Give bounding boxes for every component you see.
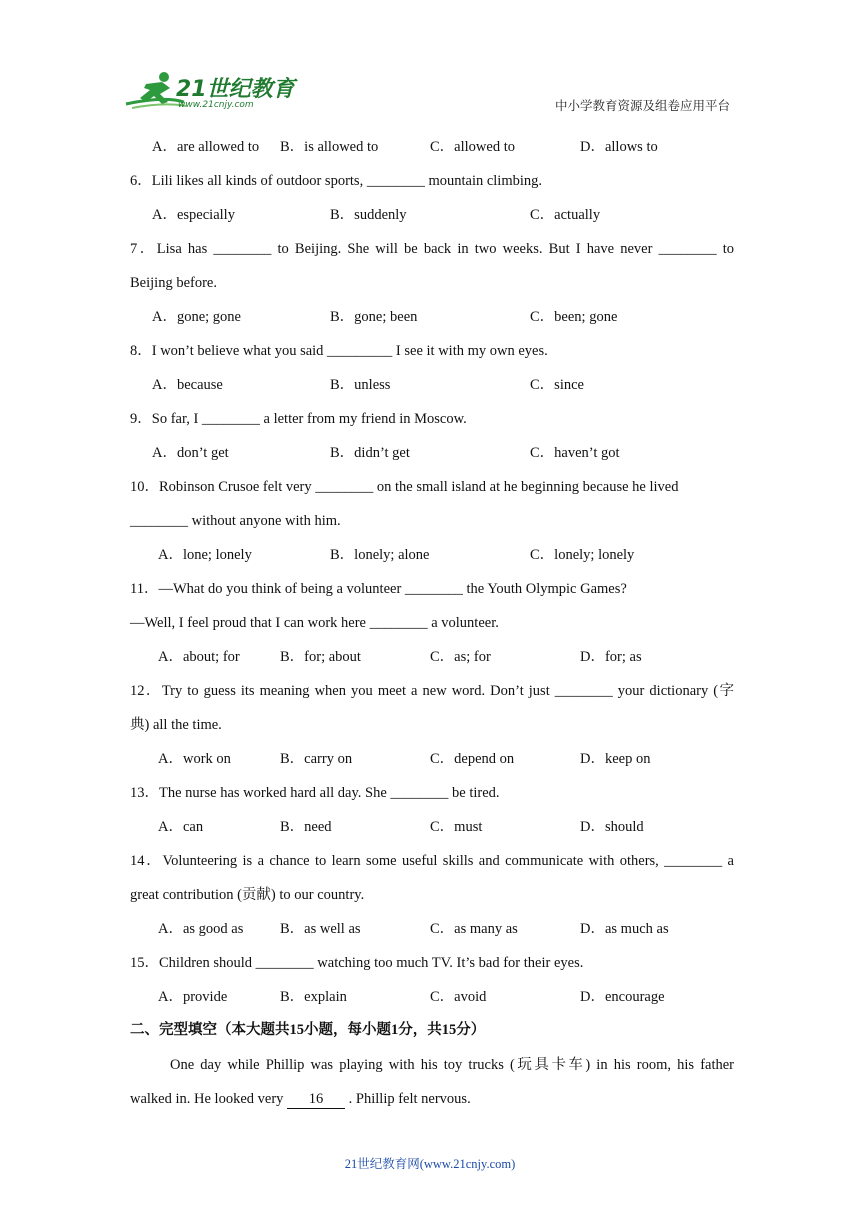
q9-stem: 9．So far, I ________ a letter from my friend in Moscow. (130, 411, 467, 427)
q7-option-a: A．gone; gone (152, 309, 241, 325)
q10-option-b: B．lonely; alone (330, 547, 430, 563)
q13-option-a: A．can (158, 819, 204, 835)
q6-options (130, 202, 734, 236)
q15-option-d: D．encourage (580, 989, 665, 1005)
q14-option-c: C．as many as (430, 921, 518, 937)
q6-option-b: B．suddenly (330, 207, 407, 223)
q5-option-a: A．are allowed to (152, 139, 260, 155)
q11-stem-line1: 11．—What do you think of being a volunteer ________ the Youth Olympic Games? (130, 581, 627, 597)
q11-option-a: A．about; for (158, 649, 240, 665)
cloze-text-before-blank: walked in. He looked very (130, 1091, 288, 1107)
header-divider (130, 120, 730, 121)
q13-option-d: D．should (580, 819, 644, 835)
q11-option-d: D．for; as (580, 649, 642, 665)
q15-stem: 15．Children should ________ watching too much TV. It’s bad for their eyes. (130, 955, 584, 971)
q13-option-c: C．must (430, 819, 483, 835)
q12-option-c: C．depend on (430, 751, 515, 767)
q7-option-c: C．been; gone (530, 309, 618, 325)
section-title-cloze: 二、完型填空（本大题共15小题，每小题1分，共15分） (130, 1022, 486, 1038)
q8-option-c: C．since (530, 377, 584, 393)
q13-options (130, 814, 734, 848)
q11-option-b: B．for; about (280, 649, 361, 665)
q10-stem-line2: ________ without anyone with him. (130, 513, 341, 529)
q9-option-b: B．didn’t get (330, 445, 410, 461)
q11-option-c: C．as; for (430, 649, 491, 665)
cloze-paragraph-line1: One day while Phillip was playing with his toy trucks (玩具卡车) in his room, his father (170, 1057, 734, 1073)
logo-text: 21世纪教育 (176, 77, 295, 102)
q7-option-b: B．gone; been (330, 309, 418, 325)
q7-stem-line1: 7．Lisa has ________ to Beijing. She will be back in two weeks. But I have never ________ to (130, 241, 734, 257)
q7-stem-line2: Beijing before. (130, 275, 217, 291)
q8-stem: 8．I won’t believe what you said _________ I see it with my own eyes. (130, 343, 548, 359)
q5-option-d: D．allows to (580, 139, 658, 155)
q12-option-a: A．work on (158, 751, 231, 767)
q13-stem: 13．The nurse has worked hard all day. She ________ be tired. (130, 785, 500, 801)
q11-stem-line2: —Well, I feel proud that I can work here ________ a volunteer. (130, 615, 499, 631)
q14-stem-line2: great contribution (贡献) to our country. (130, 887, 365, 903)
q8-option-b: B．unless (330, 377, 391, 393)
q8-option-a: A．because (152, 377, 223, 393)
q15-option-b: B．explain (280, 989, 347, 1005)
q14-option-d: D．as much as (580, 921, 669, 937)
q15-options (130, 984, 734, 1018)
q14-option-a: A．as good as (158, 921, 244, 937)
q5-option-b: B．is allowed to (280, 139, 379, 155)
q8-options (130, 372, 734, 406)
q9-option-c: C．haven’t got (530, 445, 620, 461)
q12-options (130, 746, 734, 780)
q14-option-b: B．as well as (280, 921, 361, 937)
q5-options (130, 134, 734, 168)
header-platform-text: 中小学教育资源及组卷应用平台 (554, 99, 730, 113)
q6-stem: 6．Lili likes all kinds of outdoor sports, ________ mountain climbing. (130, 173, 543, 189)
logo-url: www.21cnjy.com (178, 100, 254, 110)
q10-stem-line1: 10．Robinson Crusoe felt very ________ on the small island at he beginning because he lived (130, 479, 679, 495)
q10-option-a: A．lone; lonely (158, 547, 252, 563)
q12-stem-line1: 12．Try to guess its meaning when you meet a new word. Don’t just ________ your dictionary (字 (130, 683, 734, 699)
footer-source: 21世纪教育网(www.21cnjy.com) (344, 1157, 516, 1171)
q12-option-b: B．carry on (280, 751, 353, 767)
q14-stem-line1: 14．Volunteering is a chance to learn some useful skills and communicate with others, ________ a (130, 853, 734, 869)
document-body (130, 134, 734, 1120)
q13-option-b: B．need (280, 819, 332, 835)
q6-option-a: A．especially (152, 207, 235, 223)
q9-option-a: A．don’t get (152, 445, 229, 461)
cloze-blank-16: 16 (287, 1090, 345, 1109)
q10-option-c: C．lonely; lonely (530, 547, 635, 563)
q12-option-d: D．keep on (580, 751, 651, 767)
q5-option-c: C．allowed to (430, 139, 515, 155)
cloze-paragraph-line2 (130, 1086, 734, 1120)
q15-option-c: C．avoid (430, 989, 487, 1005)
q9-options (130, 440, 734, 474)
site-logo (124, 68, 294, 114)
q11-options (130, 644, 734, 678)
q7-options (130, 304, 734, 338)
q12-stem-line2: 典) all the time. (130, 717, 222, 733)
q14-options (130, 916, 734, 950)
q6-option-c: C．actually (530, 207, 601, 223)
q15-option-a: A．provide (158, 989, 228, 1005)
q10-options (130, 542, 734, 576)
cloze-text-after-blank: . Phillip felt nervous. (348, 1091, 471, 1107)
